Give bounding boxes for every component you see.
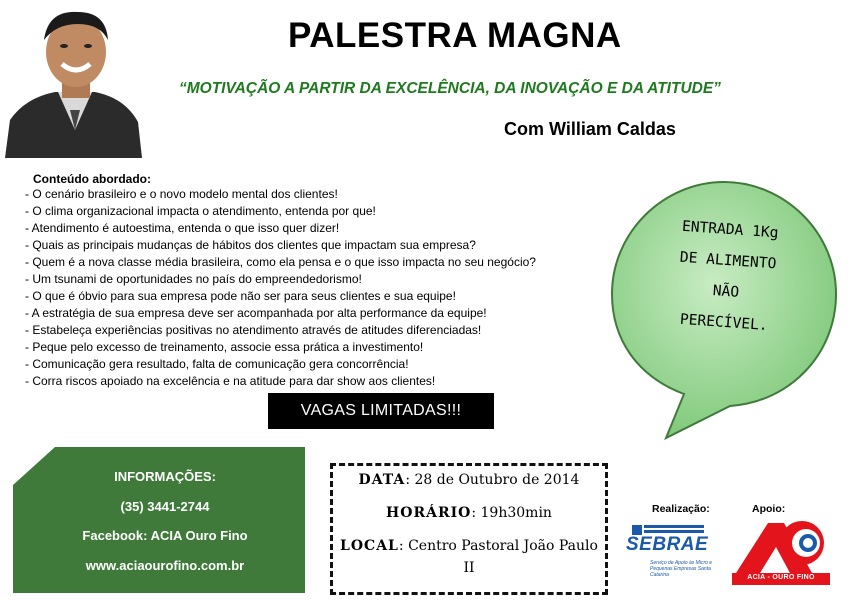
content-item: - O que é óbvio para sua empresa pode não ser para seus clientes e sua equipe! <box>25 289 456 303</box>
content-heading: Conteúdo abordado: <box>33 172 151 186</box>
bubble-line: NÃO <box>712 282 740 301</box>
content-item: - Quais as principais mudanças de hábitos dos clientes que impactam sua empresa? <box>25 238 476 252</box>
content-item: - Estabeleça experiências positivas no atendimento através de atitudes diferenciadas! <box>25 323 482 337</box>
acia-name: ACIA - OURO FINO <box>747 574 815 581</box>
info-phone: (35) 3441-2744 <box>120 498 210 514</box>
event-date <box>334 469 604 491</box>
bubble-line: ENTRADA 1Kg <box>681 217 780 242</box>
realizacao-label: Realização: <box>652 503 710 515</box>
apoio-label: Apoio: <box>752 503 786 515</box>
vagas-limitadas-banner: VAGAS LIMITADAS!!! <box>268 393 494 429</box>
speaker-photo <box>0 0 145 158</box>
content-item: - Peque pelo excesso de treinamento, associe essa prática a investimento! <box>25 340 424 354</box>
bubble-line: PERECÍVEL. <box>679 310 769 334</box>
content-item: - Corra riscos apoiado na excelência e na atitude para dar show aos clientes! <box>25 374 436 388</box>
bubble-line: DE ALIMENTO <box>679 248 777 273</box>
content-item: - Quem é a nova classe média brasileira, como ela pensa e o que isso impacta no seu negócio? <box>25 255 536 269</box>
sebrae-tagline: Serviço de Apoio às Micro e Pequenas Empresas Santa Catarina <box>650 560 713 578</box>
presenter-name: Com William Caldas <box>504 119 676 139</box>
content-item: - O cenário brasileiro e o novo modelo mental dos clientes! <box>25 187 338 201</box>
sebrae-name: SEBRAE <box>626 534 709 555</box>
event-title: PALESTRA MAGNA <box>288 16 622 55</box>
content-item: - Um tsunami de oportunidades no país do empreendedorismo! <box>25 272 362 286</box>
info-heading: INFORMAÇÕES: <box>114 469 216 484</box>
time-label: HORÁRIO <box>386 505 472 521</box>
content-item: - O clima organizacional impacta o atendimento, entenda por que! <box>25 204 376 218</box>
place-label: LOCAL <box>340 538 399 554</box>
bubble-text <box>630 208 824 345</box>
date-label: DATA <box>358 472 406 488</box>
date-value: : 28 de Outubro de 2014 <box>405 472 580 488</box>
content-list <box>25 186 536 390</box>
content-item: - Comunicação gera resultado, falta de comunicação gera concorrência! <box>25 357 409 371</box>
info-facebook: Facebook: ACIA Ouro Fino <box>82 528 248 543</box>
content-item: - A estratégia de sua empresa deve ser acompanhada por alta performance da equipe! <box>25 306 487 320</box>
place-value: : Centro Pastoral João Paulo II <box>398 538 598 576</box>
content-item: - Atendimento é autoestima, entenda o que isso quer dizer! <box>25 221 340 235</box>
time-value: : 19h30min <box>471 505 552 521</box>
info-website: www.aciaourofino.com.br <box>85 557 245 573</box>
event-subtitle: “MOTIVAÇÃO A PARTIR DA EXCELÊNCIA, DA INOVAÇÃO E DA ATITUDE” <box>179 80 721 97</box>
event-time <box>334 502 604 524</box>
event-place <box>334 535 604 579</box>
info-text <box>55 462 275 580</box>
